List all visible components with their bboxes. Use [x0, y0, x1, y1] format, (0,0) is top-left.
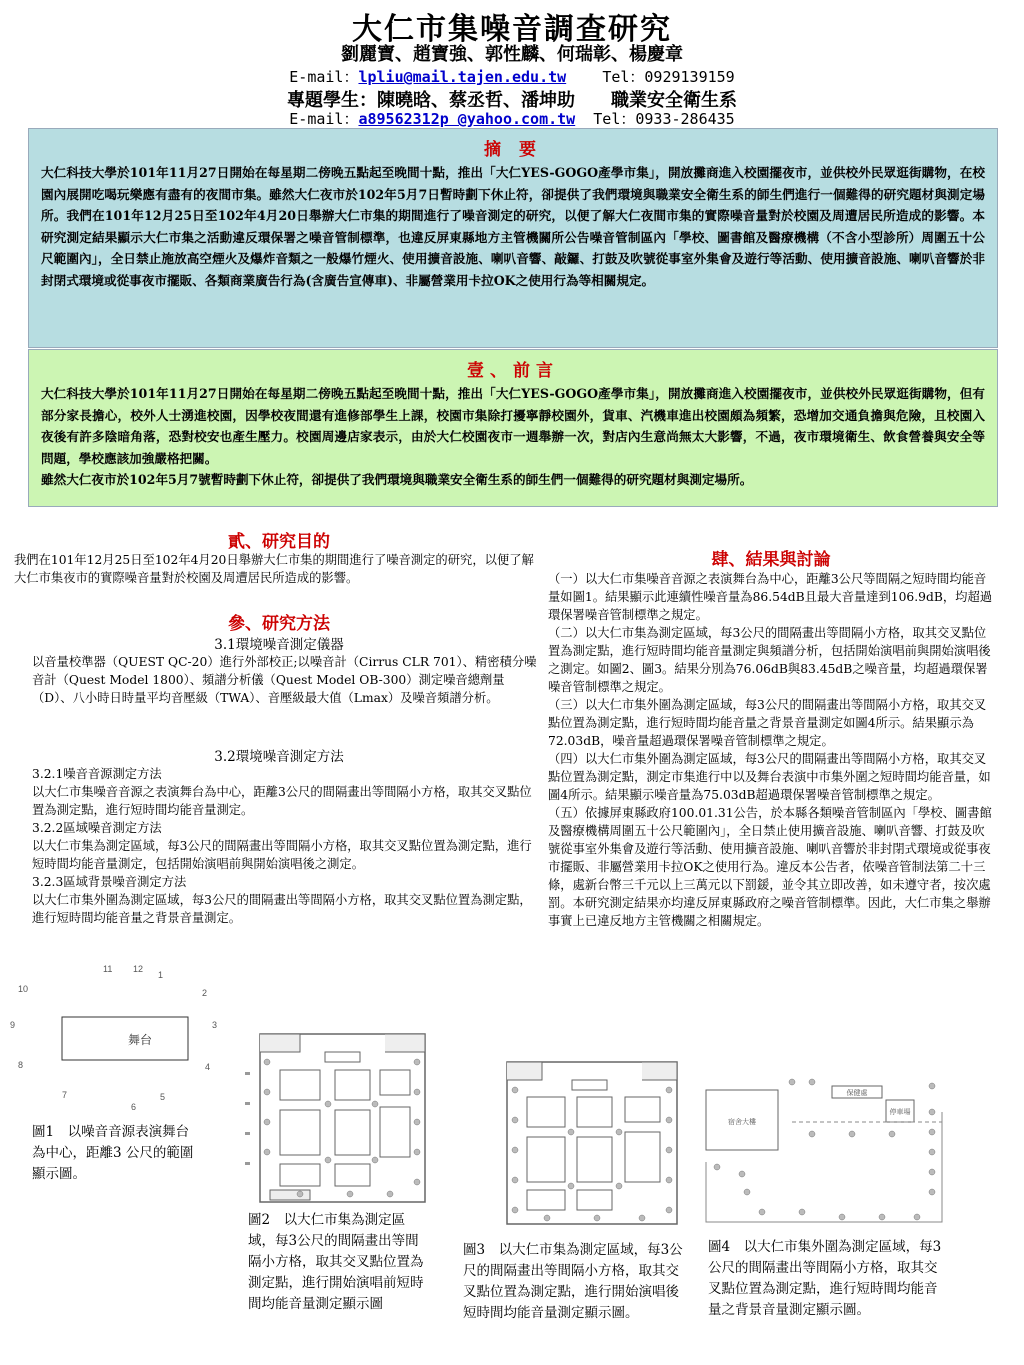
- poster-title: 大仁市集噪音調查研究: [352, 12, 672, 47]
- method-3-2-title: 3.2環境噪音測定方法: [214, 749, 344, 765]
- figure-2-caption: 圖2 以大仁市集為測定區域，每3公尺的間隔畫出等間隔小方格，取其交叉點位置為測定點，進行開始演唱前短時間均能音量測定顯示圖: [248, 1212, 424, 1312]
- figure-1-caption: 圖1 以噪音音源表演舞台為中心，距離3 公尺的範圍顯示圖。: [32, 1124, 194, 1182]
- intro-paragraph-2: 雖然大仁夜市於102年5月7號暫時劃下休止符，卻提供了我們環境與職業安全衛生系的師生們一個難得的研究題材與測定場所。: [41, 472, 753, 488]
- authors: 劉麗寶、趙寶強、郭性麟、何瑞彰、楊慶章: [341, 44, 683, 65]
- figure-2: [240, 1022, 440, 1207]
- point-label: 8: [18, 1060, 24, 1070]
- point-label: 6: [131, 1102, 137, 1112]
- point-label: 10: [18, 984, 29, 994]
- figure-3-caption: 圖3 以大仁市集為測定區域，每3公尺的間隔畫出等間隔小方格，取其交叉點位置為測定點，進行開始演唱後短時間均能音量測定顯示圖。: [463, 1242, 683, 1321]
- point-label: 4: [205, 1062, 211, 1072]
- method-3-2-1-text: 以大仁市集噪音音源之表演舞台為中心，距離3公尺的間隔畫出等間隔小方格，取其交叉點位置為測定點，進行短時間均能音量測定。: [32, 785, 532, 817]
- results-paragraph-3: （三）以大仁市集外圍為測定區域，每3公尺的間隔畫出等間隔小方格，取其交叉點位置為測定點，進行短時間均能音量之背景音量測定如圖4所示。結果顯示為72.03dB，噪音量超過環保署噪音管制標準之規定。: [548, 698, 987, 748]
- tel-2: Tel：0933-286435: [593, 110, 735, 128]
- purpose-heading: 貳、研究目的: [228, 532, 330, 552]
- figure-4: [702, 1072, 952, 1232]
- results-paragraph-5: （五）依據屏東縣政府100.01.31公告，於本縣各類噪音管制區內「學校、圖書館及醫療機構周圍五十公尺範圍內」，全日禁止使用擴音設施、喇叭音響、打鼓及吹號從事室外集會及遊行等活動、使用擴音設施、喇叭音響於非封閉式環境或從事夜市擺販、非屬營業用卡拉OK之使用行為。違反本公告者，依噪音管制法第二十三條，處新台幣三千元以上三萬元以下罰鍰，並令其立即改善，如未遵守者，按次處罰。本研究測定結果亦均違反屏東縣政府之噪音管制標準。因此，大仁市集之舉辦事實上已違反地方主管機關之相關規定。: [548, 806, 992, 928]
- building-label: 宿舍大樓: [728, 1119, 756, 1126]
- intro-paragraph-1: 大仁科技大學於101年11月27日開始在每星期二傍晚五點起至晚間十點，推出「大仁YES-GOGO產學市集」，開放攤商進入校園擺夜市，並供校外民眾逛街購物，但有部分家長擔心，校外人士湧進校園，因學校夜間還有進修部學生上課，校園市集除打擾寧靜校園外，貨車、汽機車進出校園頗為頻繁，恐增加交通負擔與危險，且校園入夜後有許多陰暗角落，恐對校安也產生壓力。校園周邊店家表示，由於大仁校園夜市一週舉辦一次，對店內生意尚無太大影響，不過，夜市環境衛生、飲食營養與安全等問題，學校應該加強嚴格把關。: [41, 386, 985, 466]
- results-heading: 肆、結果與討論: [711, 550, 831, 570]
- stage-box: [62, 1017, 188, 1060]
- method-3-2-3-title: 3.2.3區域背景噪音測定方法: [32, 875, 187, 889]
- abstract-text: 大仁科技大學於101年11月27日開始在每星期二傍晚五點起至晚間十點，推出「大仁YES-GOGO產學市集」，開放攤商進入校園擺夜市，並供校外民眾逛街購物，在校園內展開吃喝玩樂應有盡有的夜間市集。雖然大仁夜市於102年5月7日暫時劃下休止符，卻提供了我們環境與職業安全衛生系的師生們進行一個難得的研究題材與測定場所。我們在101年12月25日至102年4月20日舉辦大仁市集的期間進行了噪音測定的研究，以便了解大仁夜間市集的實際噪音量對於校園及周遭居民所造成的影響。本研究測定結果顯示大仁市集之活動違反環保署之噪音管制標準，也違反屏東縣地方主管機關所公告噪音管制區內「學校、圖書館及醫療機構（不含小型診所）周圍五十公尺範圍內」，全日禁止施放高空煙火及爆炸音類之一般爆竹煙火、使用擴音設施、喇叭音響、敲鑼、打鼓及吹號從事室外集會及遊行等活動、使用擴音設施、喇叭音響於非封閉式環境或從事夜市擺販、各類商業廣告行為(含廣告宣傳車)、非屬營業用卡拉OK之使用行為等相關規定。: [41, 165, 985, 288]
- intro-heading: 壹、前言: [467, 361, 559, 381]
- tel-1: Tel：0929139159: [602, 68, 735, 86]
- method-3-2-1: [32, 765, 532, 927]
- intro-box: [28, 349, 998, 507]
- abstract-box: [28, 128, 998, 348]
- method-heading: 參、研究方法: [228, 614, 330, 634]
- figure-3: [497, 1052, 692, 1232]
- point-label: 2: [202, 988, 208, 998]
- method-3-2-1-title: 3.2.1噪音音源測定方法: [32, 767, 162, 781]
- email-label: E-mail：: [289, 68, 359, 86]
- email-label: E-mail：: [289, 110, 359, 128]
- figure-1: [0, 960, 230, 1130]
- point-label: 11: [103, 964, 113, 974]
- method-3-2-3-text: 以大仁市集外圍為測定區域，每3公尺的間隔畫出等間隔小方格，取其交叉點位置為測定點，進行短時間均能音量之背景音量測定。: [32, 893, 532, 925]
- purpose-text: 我們在101年12月25日至102年4月20日舉辦大仁市集的期間進行了噪音測定的研究，以便了解大仁市集夜市的實際噪音量對於校園及周遭居民所造成的影響。: [14, 553, 534, 585]
- method-3-2-2-text: 以大仁市集為測定區域，每3公尺的間隔畫出等間隔小方格，取其交叉點位置為測定點，進行短時間均能音量測定，包括開始演唱前與開始演唱後之測定。: [32, 839, 532, 871]
- results-paragraph-1: （一）以大仁市集噪音音源之表演舞台為中心，距離3公尺等間隔之短時間均能音量如圖1。結果顯示此連續性噪音量為86.54dB且最大音量達到106.9dB，均超過環保署噪音管制標準之規定。: [548, 572, 993, 622]
- results-paragraph-2: （二）以大仁市集為測定區域，每3公尺的間隔畫出等間隔小方格，取其交叉點位置為測定點，進行短時間均能音量測定與頻譜分析，包括開始演唱前與開始演唱後之測定。如圖2、圖3。結果分別為76.06dB與83.45dB之噪音量，均超過環保署噪音管制標準之規定。: [548, 626, 991, 694]
- method-3-2-2-title: 3.2.2區域噪音測定方法: [32, 821, 162, 835]
- results-text: [548, 570, 994, 930]
- point-label: 5: [160, 1092, 166, 1102]
- method-3-1-title: 3.1環境噪音測定儀器: [214, 637, 344, 653]
- email-link-1[interactable]: lpliu@mail.tajen.edu.tw: [358, 68, 567, 86]
- students-line: 專題學生：陳曉晗、蔡丞哲、潘坤助 職業安全衛生系: [287, 90, 737, 111]
- email-link-2[interactable]: a89562312p @yahoo.com.tw: [358, 110, 576, 128]
- contact-line-2: [0, 108, 1024, 129]
- point-label: 12: [133, 964, 144, 974]
- point-label: 9: [10, 1020, 16, 1030]
- point-label: 3: [212, 1020, 218, 1030]
- method-3-1-text: 以音量校準器（QUEST QC-20）進行外部校正;以噪音計（Cirrus CLR 701）、精密積分噪音計（Quest Model 1800）、頻譜分析儀（Quest Model OB-300）測定噪音總劑量（D）、八小時日時量平均音壓級（TWA）、音壓級最大值（Lmax）及噪音頻譜分析。: [32, 655, 537, 705]
- figure-4-caption: 圖4 以大仁市集外圍為測定區域，每3公尺的間隔畫出等間隔小方格，取其交叉點位置為測定點，進行短時間均能音量之背景音量測定顯示圖。: [708, 1239, 942, 1318]
- point-label: 1: [158, 970, 164, 980]
- clinic-label: 保健處: [846, 1090, 868, 1097]
- parking-label: 停車場: [889, 1109, 911, 1116]
- stage-label: 舞台: [127, 1033, 153, 1047]
- results-paragraph-4: （四）以大仁市集外圍為測定區域，每3公尺的間隔畫出等間隔小方格，取其交叉點位置為測定點，測定市集進行中以及舞台表演中市集外圍之短時間均能音量，如圖4所示。結果顯示噪音量為75.03dB超過環保署噪音管制標準之規定。: [548, 752, 991, 802]
- abstract-heading: 摘 要: [484, 140, 542, 160]
- point-label: 7: [62, 1090, 68, 1100]
- contact-line-1: [0, 66, 1024, 87]
